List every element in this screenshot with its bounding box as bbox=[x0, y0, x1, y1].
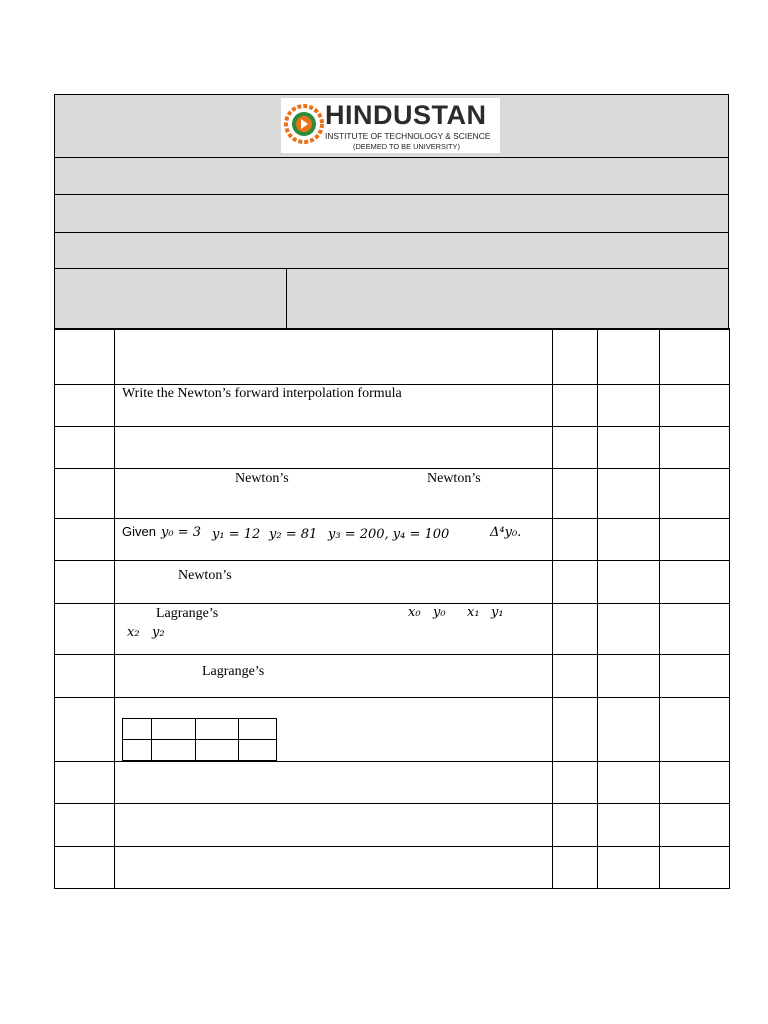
table-col-divider-3 bbox=[597, 328, 598, 889]
table-row-line bbox=[54, 468, 730, 469]
table-row-line bbox=[54, 603, 730, 604]
question-6-x0: x₀ bbox=[408, 605, 421, 620]
mini-table-cell bbox=[196, 740, 239, 761]
header-row-3 bbox=[54, 232, 729, 269]
table-row-line bbox=[54, 560, 730, 561]
logo-tagline: (DEEMED TO BE UNIVERSITY) bbox=[353, 142, 460, 151]
mini-table-cell bbox=[152, 740, 196, 761]
question-3-newton-b: Newton’s bbox=[427, 471, 481, 486]
table-row-line bbox=[54, 328, 730, 330]
header-row-4 bbox=[54, 268, 729, 329]
mini-table-cell bbox=[123, 740, 152, 761]
question-4-y3-y4: y₃ = 200, y₄ = 100 bbox=[328, 527, 450, 542]
table-col-divider-2 bbox=[552, 328, 553, 889]
question-5-newton: Newton’s bbox=[178, 568, 232, 583]
mini-table-row bbox=[123, 740, 277, 761]
logo-name: HINDUSTAN bbox=[325, 100, 487, 130]
mini-table-cell bbox=[196, 719, 239, 740]
table-col-divider-1 bbox=[114, 328, 115, 889]
question-1-text: Write the Newton’s forward interpolation formula bbox=[122, 386, 402, 401]
header-row-4-divider bbox=[286, 268, 287, 329]
question-7-lagrange: Lagrange’s bbox=[202, 664, 265, 679]
table-row-line bbox=[54, 426, 730, 427]
table-row-line bbox=[54, 846, 730, 847]
mini-table-cell bbox=[239, 719, 277, 740]
table-row-line bbox=[54, 518, 730, 519]
table-row-line bbox=[54, 384, 730, 385]
question-4-y2: y₂ = 81 bbox=[269, 527, 318, 542]
question-4-y0: y₀ = 3 bbox=[161, 525, 201, 540]
question-6-lagrange: Lagrange’s bbox=[156, 606, 219, 621]
question-6-y0: y₀ bbox=[433, 605, 446, 620]
table-border-left bbox=[54, 328, 55, 889]
question-4-given: Given bbox=[122, 524, 156, 539]
table-row-line bbox=[54, 803, 730, 804]
header-row-1 bbox=[54, 157, 729, 195]
mini-table-row bbox=[123, 719, 277, 740]
table-row-line bbox=[54, 654, 730, 655]
question-3-newton-a: Newton’s bbox=[235, 471, 289, 486]
table-row-line bbox=[54, 697, 730, 698]
question-6-x1: x₁ bbox=[467, 605, 480, 620]
mini-table-cell bbox=[123, 719, 152, 740]
question-6-y1: y₁ bbox=[491, 605, 504, 620]
table-border-bottom bbox=[54, 888, 730, 889]
question-4-y1: y₁ = 12 bbox=[212, 527, 261, 542]
mini-table-cell bbox=[239, 740, 277, 761]
institution-logo bbox=[281, 98, 500, 153]
logo-emblem-icon bbox=[284, 104, 324, 144]
question-6-x2: x₂ bbox=[127, 625, 140, 640]
logo-subtitle: INSTITUTE OF TECHNOLOGY & SCIENCE bbox=[325, 131, 491, 141]
table-border-right bbox=[729, 328, 730, 889]
question-4-delta: Δ⁴y₀. bbox=[490, 525, 522, 540]
table-row-line bbox=[54, 761, 730, 762]
table-col-divider-4 bbox=[659, 328, 660, 889]
data-mini-table bbox=[122, 718, 277, 761]
mini-table-cell bbox=[152, 719, 196, 740]
header-row-2 bbox=[54, 194, 729, 233]
question-6-y2: y₂ bbox=[152, 625, 165, 640]
